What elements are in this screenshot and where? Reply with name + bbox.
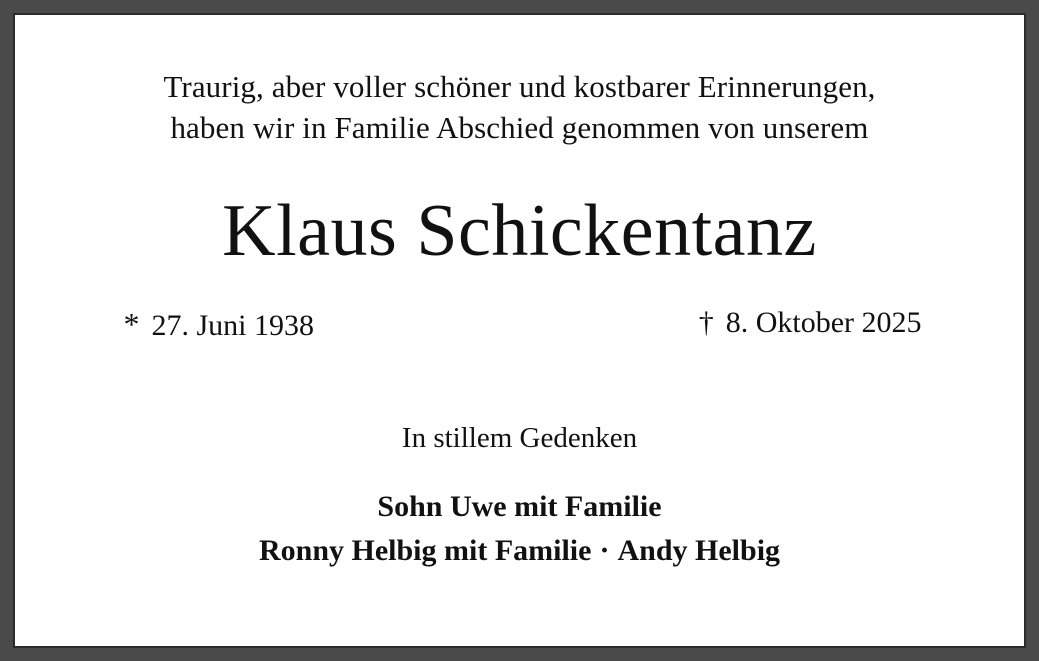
intro-line-2: haben wir in Familie Abschied genommen von unserem [170,109,869,145]
intro-text [163,67,875,149]
obituary-card [13,13,1026,648]
family-left-name: Ronny Helbig mit Familie [258,533,592,567]
birth-star-icon: * [123,305,140,342]
deceased-name: Klaus Schickentanz [222,189,817,272]
death-date-text: 8. Oktober 2025 [725,305,922,339]
family-separator-dot: · [599,533,610,567]
birth-date-block [124,305,315,344]
memorial-text: In stillem Gedenken [401,421,638,454]
birth-date-text: 27. Juni 1938 [151,308,315,342]
family-line-2 [259,529,780,573]
family-right-name: Andy Helbig [617,533,781,567]
family-line-1: Sohn Uwe mit Familie [377,490,662,524]
family-signature [259,485,780,572]
intro-line-1: Traurig, aber voller schöner und kostbarer Erinnerungen, [163,69,876,104]
death-date-block [699,305,922,344]
dates-row [100,305,940,344]
death-cross-icon: † [698,305,714,339]
